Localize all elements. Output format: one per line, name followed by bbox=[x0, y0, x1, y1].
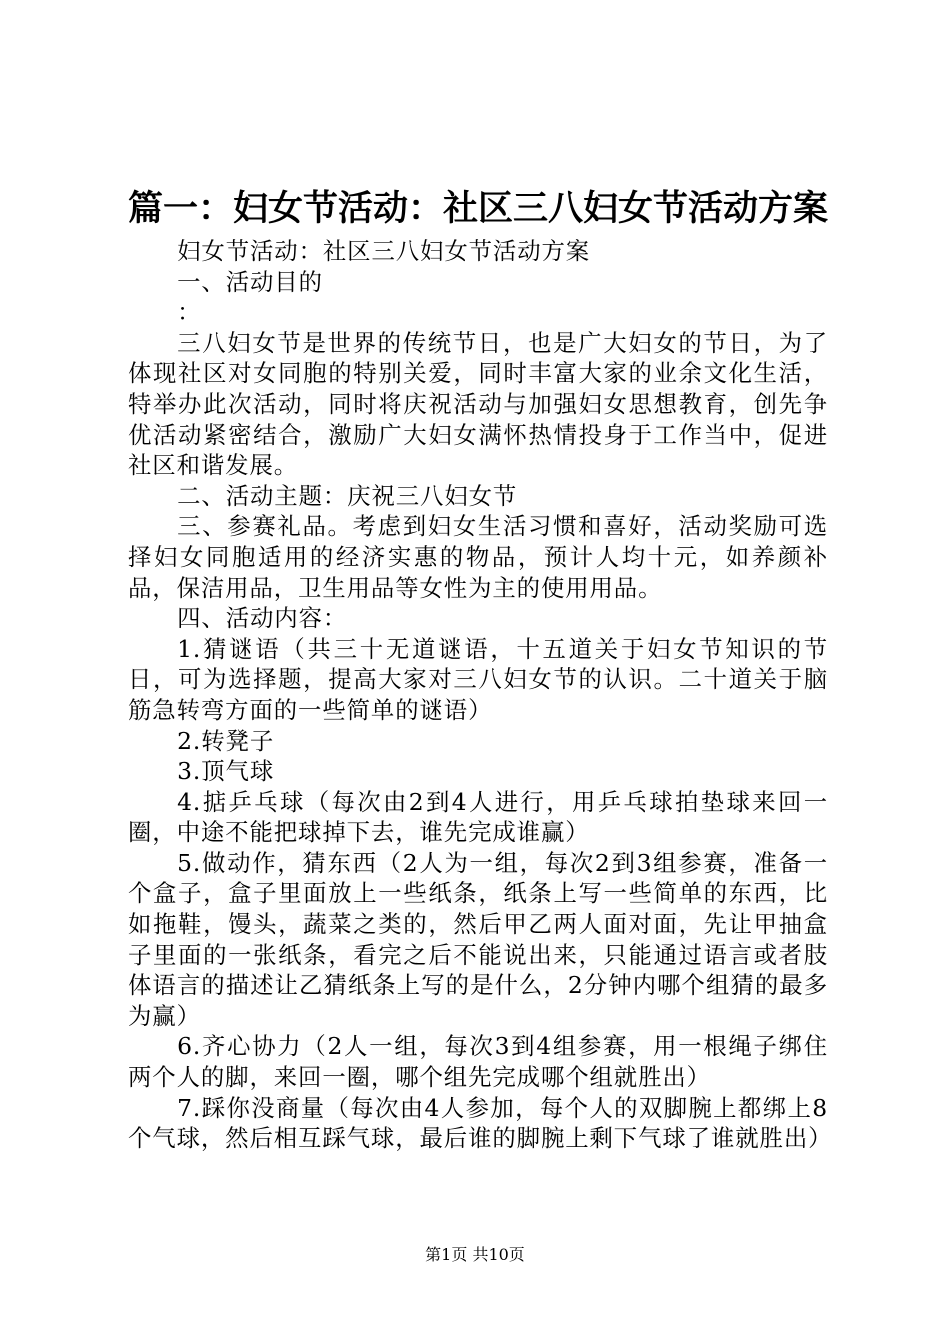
paragraph-section-purpose: 一、活动目的 bbox=[177, 267, 323, 296]
paragraph-section-content: 四、活动内容： bbox=[177, 604, 348, 633]
paragraph-colon: ： bbox=[177, 298, 202, 327]
paragraph-purpose-text: 三八妇女节是世界的传统节日，也是广大妇女的节日，为了体现社区对女同胞的特别关爱，同时丰富大家的业余文化生活，特举办此次活动，同时将庆祝活动与加强妇女思想教育，创先争优活动紧密结合，激励广大妇女满怀热情投身于工作当中，促进社区和谐发展。 bbox=[128, 328, 828, 480]
page-number-footer: 第1页 共10页 bbox=[425, 1245, 525, 1264]
paragraph-item-three-legged: 6.齐心协力（2人一组，每次3到4组参赛，用一根绳子绑住两个人的脚，来回一圈，哪个组先完成哪个组就胜出） bbox=[128, 1032, 828, 1092]
paragraph-item-stomp-balloons: 7.踩你没商量（每次由4人参加，每个人的双脚腕上都绑上8个气球，然后相互踩气球，最后谁的脚腕上剩下气球了谁就胜出） bbox=[128, 1093, 833, 1153]
paragraph-item-charades: 5.做动作，猜东西（2人为一组，每次2到3组参赛，准备一个盒子，盒子里面放上一些纸条，纸条上写一些简单的东西，比如拖鞋，馒头，蔬菜之类的，然后甲乙两人面对面，先让甲抽盒子里面的一张纸条，看完之后不能说出来，只能通过语言或者肢体语言的描述让乙猜纸条上写的是什么，2分钟内哪个组猜的最多为赢） bbox=[128, 848, 828, 1030]
paragraph-item-balloon: 3.顶气球 bbox=[177, 757, 275, 786]
paragraph-subtitle: 妇女节活动：社区三八妇女节活动方案 bbox=[177, 237, 591, 265]
document-body bbox=[128, 236, 833, 1154]
paragraph-section-theme: 二、活动主题：庆祝三八妇女节 bbox=[177, 481, 518, 510]
paragraph-item-pingpong: 4.掂乒乓球（每次由2到4人进行，用乒乓球拍垫球来回一圈，中途不能把球掉下去，谁先完成谁赢） bbox=[128, 787, 828, 847]
paragraph-section-prizes: 三、参赛礼品。考虑到妇女生活习惯和喜好，活动奖励可选择妇女同胞适用的经济实惠的物品，预计人均十元，如养颜补品，保洁用品，卫生用品等女性为主的使用用品。 bbox=[128, 512, 828, 602]
paragraph-item-riddles: 1.猜谜语（共三十无道谜语，十五道关于妇女节知识的节日，可为选择题，提高大家对三八妇女节的认识。二十道关于脑筋急转弯方面的一些简单的谜语） bbox=[128, 634, 828, 724]
paragraph-item-stools: 2.转凳子 bbox=[177, 726, 275, 755]
document-title: 篇一：妇女节活动：社区三八妇女节活动方案 bbox=[128, 188, 829, 229]
